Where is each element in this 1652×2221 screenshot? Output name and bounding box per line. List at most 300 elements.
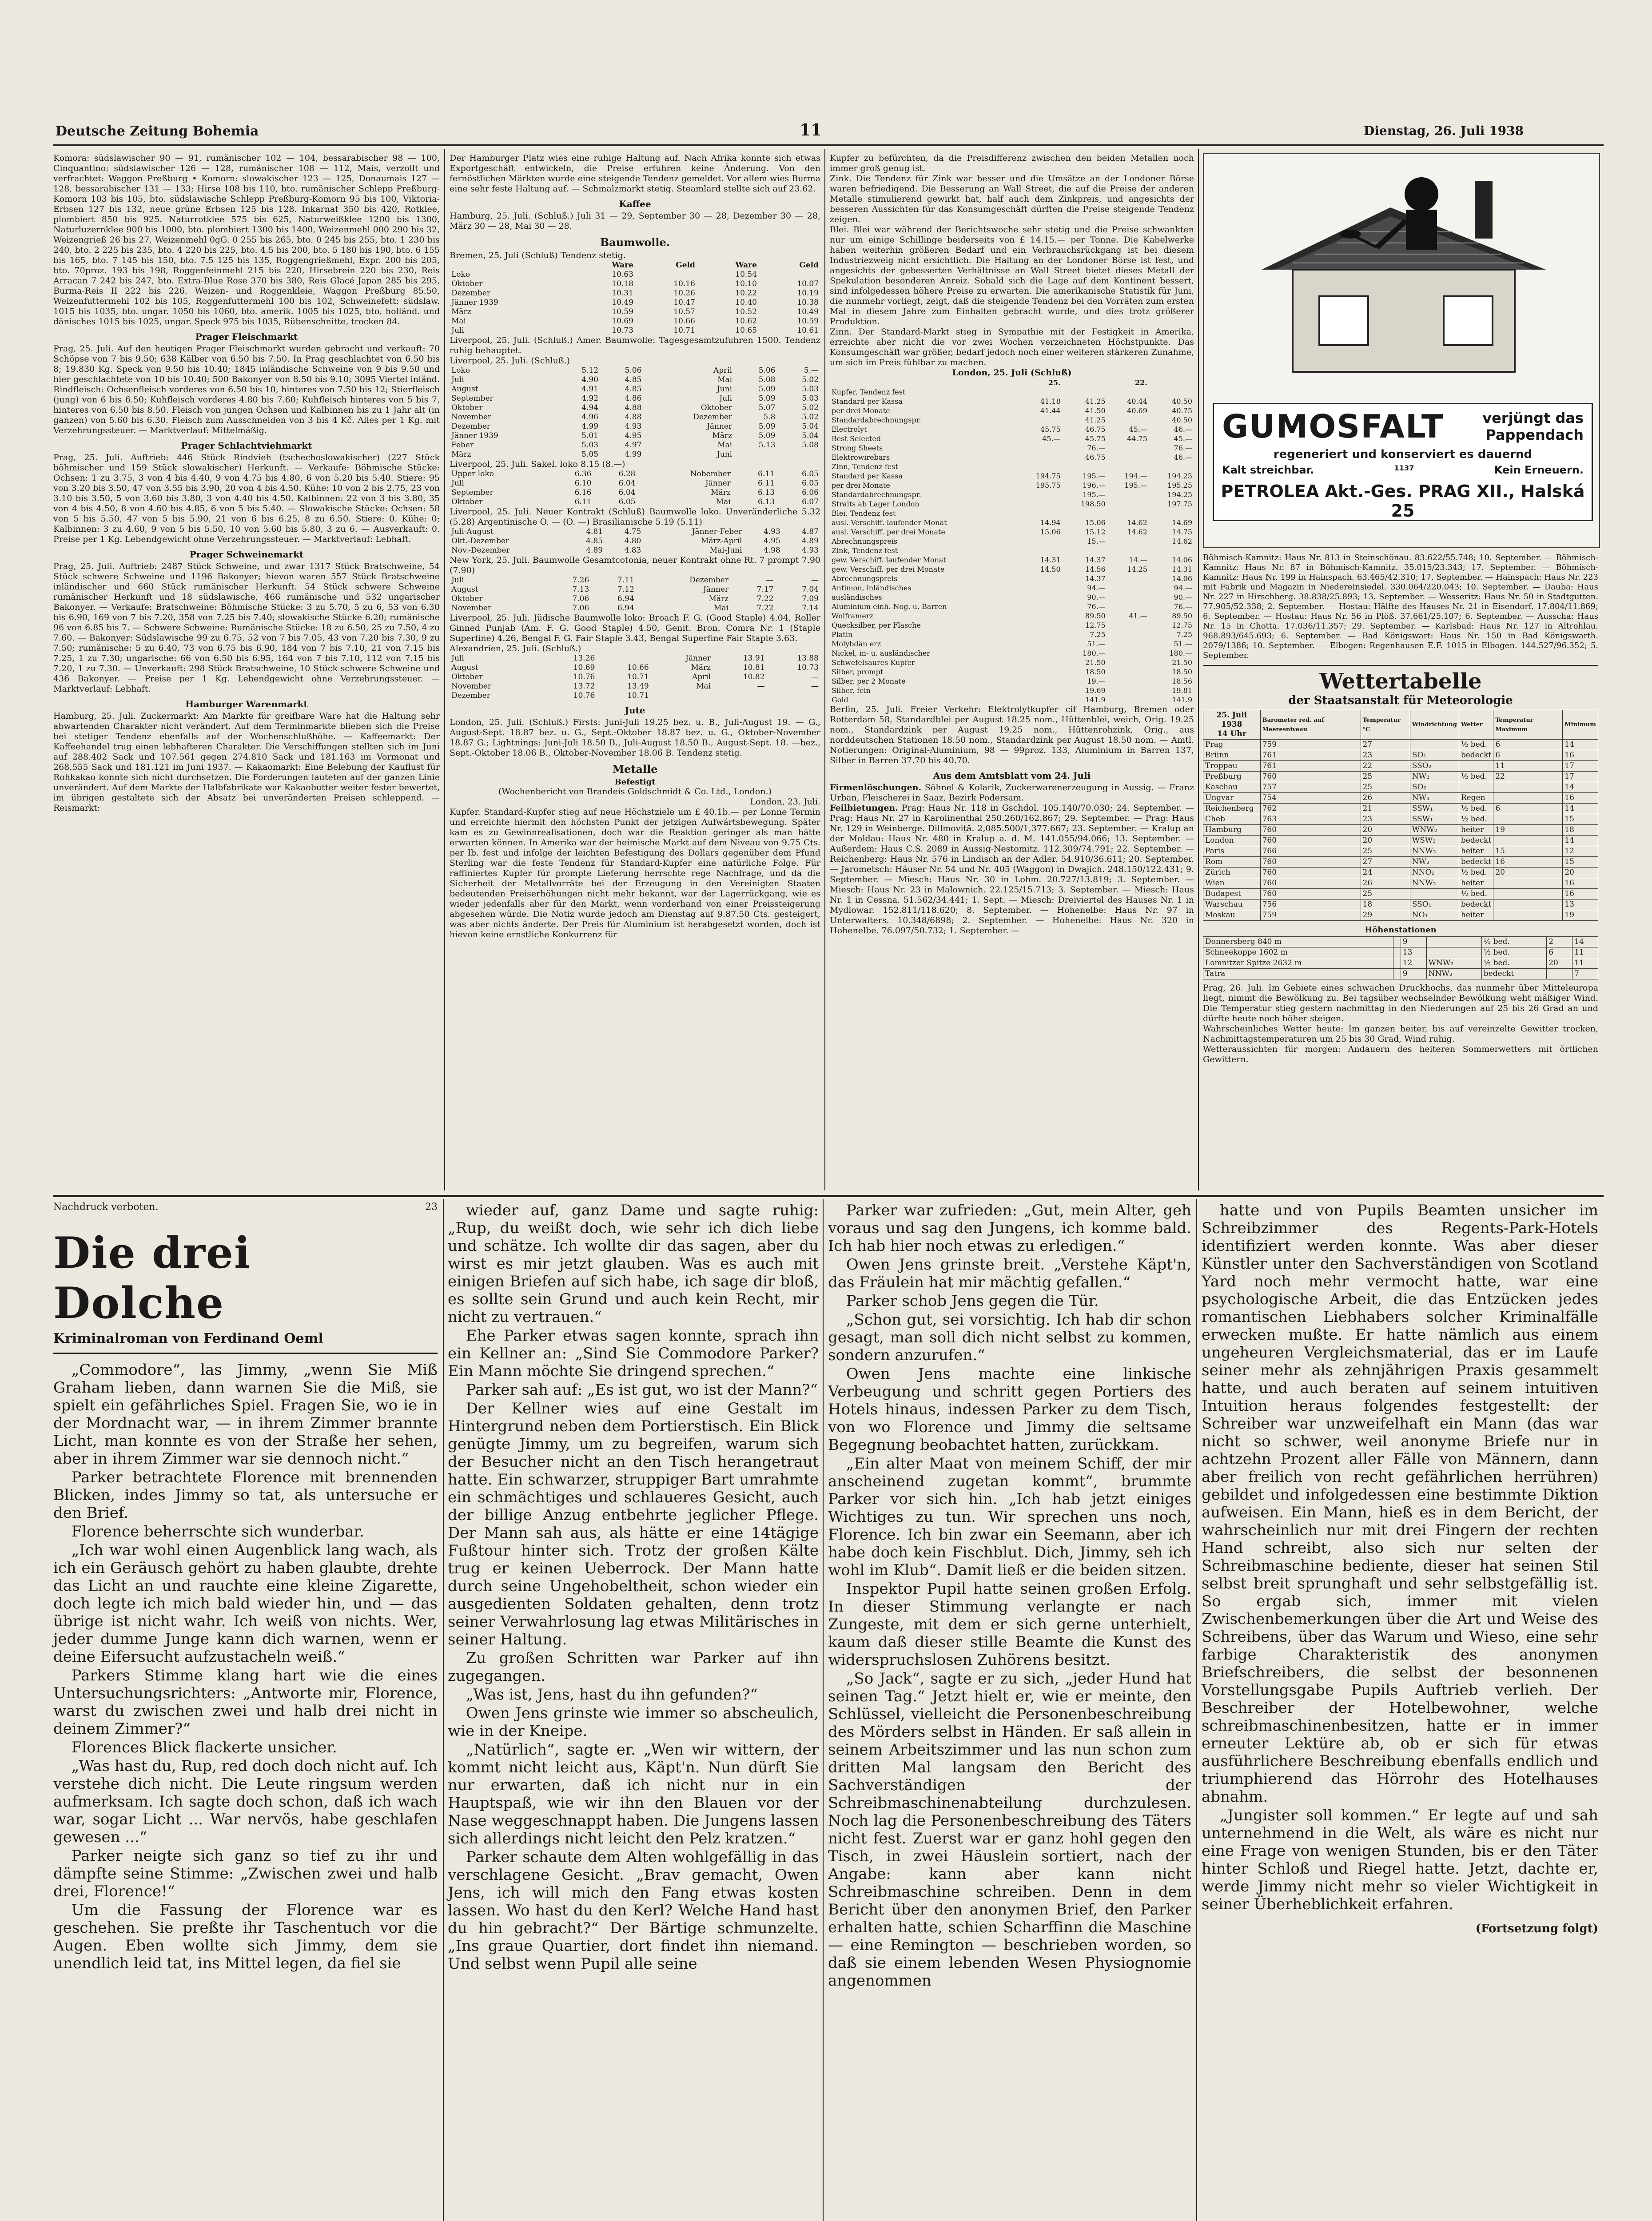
table-cell: 760	[1260, 857, 1361, 868]
table-cell	[1107, 658, 1149, 667]
column-divider	[1196, 1199, 1197, 2221]
table-cell: 12.75	[1172, 621, 1192, 629]
table-cell: Mai	[717, 375, 732, 384]
table-cell: Okt.-Dezember	[451, 537, 510, 545]
table-cell: 5.02	[802, 375, 819, 384]
table-cell	[1018, 443, 1063, 453]
table-cell: 13.49	[627, 682, 649, 691]
table-cell: 10.65	[735, 326, 757, 335]
table-cell: 22	[1361, 761, 1410, 772]
table-cell	[1107, 546, 1149, 555]
metal-row	[830, 462, 1194, 471]
table-cell: SSO₂	[1410, 761, 1459, 772]
table-cell: Juli-August	[451, 527, 494, 536]
metal-row	[830, 686, 1194, 695]
table-cell: Gold	[832, 696, 848, 704]
table-cell: 6.13	[758, 488, 775, 497]
liverpool-text: Liverpool, 25. Juli. (Schluß.) Amer. Baumwolle: Tagesgesamtzufuhren 1500. Tendenz ruhig behauptet.	[450, 335, 820, 355]
table-cell: 40.44	[1127, 397, 1147, 406]
table-cell	[1393, 958, 1401, 969]
table-cell: 5.8	[763, 413, 776, 422]
table-cell: SSO₁	[1410, 900, 1459, 910]
table-cell: 12	[1401, 958, 1426, 969]
table-cell: 6	[1493, 804, 1563, 814]
alexandria-cotton-table	[450, 654, 820, 701]
table-cell: Mai	[696, 682, 711, 691]
story-paragraph: Um die Fassung der Florence war es geschehen. Sie preßte ihr Taschentuch vor die Augen. Eben wollte sich Jimmy, dem sie unendlich leid tat, ins Mittel legen, da fiel sie	[53, 1901, 438, 1972]
market-row	[450, 537, 820, 546]
table-cell: 5.03	[802, 394, 819, 403]
table-cell	[1393, 969, 1401, 979]
table-cell: Lomnitzer Spitze 2632 m	[1203, 958, 1393, 969]
table-cell: Ware	[612, 261, 633, 270]
table-cell: Windrichtung	[1410, 710, 1459, 740]
table-cell: 141.9	[1085, 696, 1106, 704]
weather-row	[1203, 772, 1598, 782]
metal-row	[830, 443, 1194, 453]
table-cell: 762	[1260, 804, 1361, 814]
table-cell: 41.25	[1085, 397, 1106, 406]
table-cell: 14.06	[1172, 574, 1192, 583]
table-cell	[1107, 695, 1149, 705]
table-cell: Molybdän erz	[832, 640, 881, 648]
story-paragraph: „Ich war wohl einen Augenblick lang wach, als ich ein Geräusch gehört zu haben glaubte, drehte das Licht an und rauchte eine kleine Zigarette, doch legte ich mich bald wieder hin, und — das übrige ist nicht wahr. Ich weiß von nichts. Wer, jeder dumme Junge kann dich warnen, wenn er deine Eifersucht aufzustacheln weiß.“	[53, 1541, 438, 1666]
table-cell: Barometer red. auf Meeresniveau	[1260, 710, 1361, 740]
table-cell: Oktober	[451, 594, 483, 603]
table-cell: Reichenberg	[1203, 804, 1261, 814]
table-cell: Loko	[451, 366, 470, 375]
table-cell: 760	[1260, 825, 1361, 836]
metal-row	[830, 695, 1194, 705]
table-cell: Oktober	[451, 673, 483, 681]
story-paragraph: Florences Blick flackerte unsicher.	[71, 1739, 337, 1756]
weather-row	[1203, 846, 1598, 857]
table-cell: Upper loko	[451, 470, 494, 478]
table-cell: 14.31	[1172, 565, 1192, 573]
table-cell: 22.	[1135, 378, 1147, 387]
table-cell: Ware	[735, 261, 757, 270]
table-cell	[1493, 793, 1563, 804]
table-cell: 14.62	[1127, 528, 1147, 536]
table-cell	[1018, 509, 1063, 518]
table-cell	[1107, 593, 1149, 602]
table-cell: 754	[1260, 793, 1361, 804]
table-cell: 10.69	[612, 317, 633, 326]
table-cell	[1018, 658, 1063, 667]
table-cell: 10.69	[573, 663, 595, 672]
table-cell: ½ bed.	[1459, 804, 1493, 814]
table-cell: 4.94	[581, 403, 598, 412]
weather-row	[1203, 937, 1598, 947]
market-row	[450, 585, 820, 594]
table-cell: 16	[1563, 889, 1598, 900]
table-cell: Tatra	[1203, 969, 1393, 979]
table-cell: 45.75	[1040, 425, 1061, 434]
table-cell: Silber, per 2 Monate	[832, 677, 906, 685]
table-cell: 4.85	[625, 385, 642, 394]
weather-table	[1203, 710, 1598, 921]
table-cell: 4.98	[763, 546, 780, 555]
metals-subtitle: Befestigt	[614, 777, 656, 787]
table-cell: Oktober	[451, 279, 483, 288]
table-cell: 7.17	[756, 585, 774, 594]
table-cell: Temperatur Maximum	[1493, 710, 1563, 740]
liverpool-sakel-head: Liverpool, 25. Juli. Sakel. loko 8.15 (8.—)	[450, 459, 625, 469]
weather-row	[1203, 878, 1598, 889]
table-cell: 15.06	[1085, 518, 1106, 527]
ad-line-2c: Kein Erneuern.	[1494, 464, 1584, 476]
section-title: Baumwolle.	[600, 236, 670, 249]
table-cell	[1063, 462, 1107, 471]
table-cell: 46.75	[1085, 425, 1106, 434]
table-cell: 4.89	[586, 546, 603, 555]
roof-worker-illustration	[1204, 154, 1599, 403]
metal-row	[830, 453, 1194, 462]
table-cell: 40.69	[1127, 406, 1147, 415]
table-cell: 40.50	[1172, 416, 1192, 424]
table-cell: 94.—	[1174, 584, 1192, 592]
table-cell: 14	[1563, 836, 1598, 846]
table-cell: NNW₂	[1426, 969, 1481, 979]
table-cell	[1018, 583, 1063, 593]
weather-row	[1203, 857, 1598, 868]
table-cell	[777, 450, 820, 459]
table-cell: 4.97	[625, 441, 642, 450]
metal-row	[830, 434, 1194, 443]
table-cell	[1107, 453, 1149, 462]
table-cell: NNW₂	[1410, 846, 1459, 857]
table-cell: 4.93	[763, 527, 780, 536]
section-title: Höhenstationen	[1365, 925, 1437, 935]
table-cell: 12	[1563, 846, 1598, 857]
table-cell: 7.22	[756, 594, 774, 603]
section-text: Prag, 25. Juli. Auftrieb: 446 Stück Rindvieh (tschechoslowakischer) (227 Stück böhmischer und 159 Stück slowakischer) Herkunft. — Verkaufe: Böhmische Stücke: Ochsen: 1 zu 3.75, 3 von 4 bis 4.40, 9 von 4.75 bis 4.80, 6 von 5.20 bis 5.40. Stiere: 95 von 3.20 bis 3.50, 47 von 3.55 bis 3.90, 20 von 4 bis 4.50. Kühe: 10 von 2 bis 2.75, 23 von 3.10 bis 3.50, 5 von 3.60 bis 3.80, 3 von 4.40 bis 4.50. Kalbinnen: 22 von 3 bis 3.80, 35 von 4 bis 4.50, 8 von 4.60 bis 4.85, 6 von 5 bis 5.40. — Slowakische Stücke: Ochsen: 58 von 5 bis 5.50, 47 von 5 bis 5.90, 21 von 6 bis 6.25, 8 zu 6.50. Stiere: 0. Kühe: 0; Kalbinnen: 3 zu 4.60, 9 von 5 bis 5.50, 10 von 5.60 bis 5.80, 3 zu 6. — Ausverkauft: 0. Preise per 1 Kg. Lebendgewicht ohne Verzehrungssteuer. — Marktverlauf: Lebhaft.	[53, 453, 440, 544]
berlin-text: Berlin, 25. Juli. Freier Verkehr: Elektrolytkupfer cif Hamburg, Bremen oder Rotterdam 58, Standardblei per August 18.25 nom., Hüttenblei, weich, Orig. 19.25 nom., Standardzink per August 19.25 nom., Hüttenrohzink, Orig., aus norddeutschen Stationen 18.50 nom., Standardzink per August 18.50 nom. — Amtl. Notierungen: Original-Aluminium, 98 — 99proz. 133, Aluminium in Barren 137, Silber in Barren 37.70 bis 40.70.	[830, 705, 1194, 765]
story-paragraph: Ehe Parker etwas sagen konnte, sprach ihn ein Kellner an: „Sind Sie Commodore Parker? Ein Mann möchte Sie dringend sprechen.“	[448, 1327, 819, 1380]
table-cell	[1107, 509, 1149, 518]
story-paragraph: Owen Jens grinste wie immer so abscheulich, wie in der Kneipe.	[448, 1704, 819, 1740]
table-cell: November	[451, 682, 491, 691]
table-cell: 19	[1493, 825, 1563, 836]
table-cell: Juli	[451, 654, 464, 663]
table-cell: SO₁	[1410, 750, 1459, 761]
weather-row	[1203, 969, 1598, 979]
table-cell: —	[811, 576, 819, 585]
bremen-head: Bremen, 25. Juli (Schluß) Tendenz stetig.	[450, 251, 626, 260]
table-cell: Dezember	[693, 413, 732, 422]
story-subtitle: Kriminalroman von Ferdinand Oeml	[53, 1331, 438, 1354]
table-cell: 10.49	[797, 307, 819, 316]
table-cell: November	[451, 413, 491, 422]
metal-row	[830, 490, 1194, 499]
market-row	[450, 413, 820, 422]
table-cell: Abrechnungspreis	[832, 574, 898, 583]
table-cell: —	[757, 682, 765, 691]
story-paragraph: Owen Jens machte eine linkische Verbeugung und schritt gegen Portiers des Hotels hinaus, indessen Parker zu dem Tisch, von wo Florence und Jimmy die seltsame Begegnung beobachtet hatten, zurückkam.	[828, 1365, 1191, 1454]
table-cell: 14.62	[1127, 518, 1147, 527]
market-row	[450, 366, 820, 375]
ad-brand: GUMOSFALT	[1222, 408, 1444, 445]
alexandria-head: Alexandrien, 25. Juli. (Schluß.)	[450, 644, 581, 653]
table-cell: Oktober	[451, 498, 483, 506]
table-cell: 6.16	[574, 488, 592, 497]
table-cell: 7.26	[572, 576, 589, 585]
table-cell	[1107, 583, 1149, 593]
installment-number: 23	[425, 1202, 438, 1213]
zinc-text: Zink. Die Tendenz für Zink war besser und die Umsätze an der Londoner Börse waren befriedigend. Die Besserung an Wall Street, die auf die Preise der anderen Metalle stimulierend gewirkt hat, half auch dem Zinkpreis, und angesichts der besseren Aussichten für das Konsumgeschäft dürften die Preise steigende Tendenz zeigen.	[830, 174, 1194, 224]
table-cell: Wetter	[1459, 710, 1493, 740]
table-cell: 40.50	[1172, 397, 1192, 406]
table-cell: 4.88	[625, 413, 642, 422]
metal-row	[830, 621, 1194, 630]
london-metals-head: London, 25. Juli (Schluß)	[952, 368, 1072, 378]
liverpool-sakel-table	[450, 470, 820, 507]
table-cell: 6.04	[618, 488, 636, 497]
table-cell: 14	[1563, 740, 1598, 750]
section-title: Kaffee	[619, 199, 651, 209]
table-cell: 14	[1563, 804, 1598, 814]
table-cell: 20	[1563, 868, 1598, 878]
table-cell: 10.16	[673, 279, 695, 288]
table-cell: 15	[1493, 846, 1563, 857]
auction-notes: Böhmisch-Kamnitz: Haus Nr. 813 in Steinschönau. 83.622/55.748; 10. September. — Böhmisch-Kamnitz: Haus Nr. 87 in Böhmisch-Kamnitz. 35.015/23.343; 17. September. — Böhmisch-Kamnitz: Haus Nr. 199 in Hainspach. 63.465/42.310; 17. September. — Hainspach: Haus Nr. 223 mit Fabrik und Magazin in Niedereinsiedel. 330.064/220.043; 10. September. — Dauba: Haus Nr. 227 in Hirschberg. 38.838/25.893; 13. September. — Wesseritz: Haus Nr. 50 in Stadtgutten. 77.905/52.338; 2. September. — Hostau: Hälfte des Hauses Nr. 21 in Eisendorf. 17.804/11.869; 6. September. — Hostau: Haus Nr. 56 in Plöß. 37.661/25.107; 6. September. — Ausscha: Haus Nr. 15 in Chotta. 17.036/11.357; 29. September. — Karlsbad: Haus Nr. 127 in Altrohlau. 968.893/645.693; 6. September. — Bad Königswart: Haus Nr. 150 in Bad Königswarth. 2079/1386; 10. September. — Elbogen: Regenhausen E.F. 1015 in Elbogen. 144.527/96.352; 5. September.	[1203, 553, 1598, 660]
table-cell: 761	[1260, 750, 1361, 761]
table-cell	[1493, 814, 1563, 825]
table-cell: 46.—	[1174, 425, 1192, 434]
table-cell: 10.71	[673, 326, 695, 335]
table-cell: 23	[1361, 750, 1410, 761]
table-cell	[1493, 910, 1563, 921]
table-cell: 89.50	[1085, 612, 1106, 620]
table-cell: 5.05	[581, 450, 598, 459]
table-cell: 10.73	[797, 663, 819, 672]
market-row	[450, 594, 820, 604]
story-paragraph: Parker schob Jens gegen die Tür.	[846, 1292, 1099, 1310]
table-cell: 4.99	[625, 450, 642, 459]
story-paragraph: hatte und von Pupils Beamten unsicher im Schreibzimmer des Regents-Park-Hotels identifiziert werden konnte. Was aber dieser Künstler unter den Sachverständigen von Scotland Yard noch mehr vermocht hatte, war eine psychologische Arbeit, die das Entzücken jedes romantischen Liebhabers solcher Kriminalfälle erwecken mußte. Er hatte nämlich aus einem ungeheuren Vergleichsmaterial, das er im Laufe seiner mehr als zehnjährigen Praxis gesammelt hatte, und auch beraten auf seinem intuitiven Intuition heraus folgendes festgestellt: der Schreiber war unzweifelhaft ein Mann (das war nicht so schwer, weil anonyme Briefe nur in achtzehn Prozent aller Fälle von Männern, dann aber freilich von recht gefährlichen herrühren) gebildet und infolgedessen eine bestimmte Diktion aufweisen. Ein Mann, hieß es in dem Bericht, der wahrscheinlich nur mit drei Fingern der rechten Hand schreibt, also sich nur selten der Schreibmaschine bediente, dieser hat seinen Stil selbst breit sprunghaft und sehr selbstgefällig ist. So ergab sich, immer mit vielen Zwischenbemerkungen über die Art und Weise des Schreibens, über das Warum und Wieso, eine sehr farbige Charakteristik des anonymen Briefschreibers, die selbst der besonnenen Vorstellungsgabe Pupils Auftrieb verlieh. Der Beschreiber der Hotelbewohner, welche schreibmaschinenbesitzen, hatte er in immer erneuter Lektüre ab, ob er sich für etwas ausführlichere Beschreibung ebenfalls endlich und triumphierend das Hörrohr des Hotelhauses abnahm.	[1202, 1202, 1598, 1806]
table-cell: 18	[1361, 900, 1410, 910]
table-cell: ½ bed.	[1459, 814, 1493, 825]
table-cell: 4.95	[625, 431, 642, 440]
table-cell: Blei, Tendenz fest	[832, 509, 896, 517]
table-cell: 46.75	[1085, 453, 1106, 462]
table-cell	[1018, 387, 1063, 397]
story-title: Die drei Dolche	[53, 1228, 251, 1328]
table-cell: 195.75	[1035, 481, 1061, 490]
table-cell: 10.71	[627, 691, 649, 700]
table-cell: per drei Monate	[832, 481, 890, 490]
table-cell	[1203, 710, 1261, 740]
table-cell: Jänner	[685, 654, 711, 663]
market-row	[450, 394, 820, 403]
table-cell	[450, 261, 573, 270]
table-cell: 7.25	[1090, 630, 1106, 639]
table-cell: 7.06	[572, 594, 589, 603]
table-cell: Mai	[716, 498, 731, 506]
table-cell: 4.81	[586, 527, 603, 536]
table-cell	[713, 691, 766, 701]
table-cell: Juli	[451, 375, 464, 384]
table-cell: 10.38	[797, 298, 819, 307]
table-cell: 13	[1401, 947, 1426, 958]
table-cell	[1107, 621, 1149, 630]
table-cell: WNW₂	[1426, 958, 1481, 969]
table-cell: 5.04	[802, 431, 819, 440]
table-cell: —	[766, 576, 774, 585]
section-text: Prag, 25. Juli. Auftrieb: 2487 Stück Schweine, und zwar 1317 Stück Bratschweine, 54 Stück schwere Schweine und 1196 Bakonyer; hievon waren 557 Stück Bratschweine inländischer und 660 Stück rumänischer Herkunft. 54 Stück schwere Schweine rumänischer Herkunft und 18 südslawische, 466 rumänische und 532 ungarischer Bakonyer. — Verkaufe: Bratschweine: Böhmische Stücke: 3 zu 5.70, 5 zu 6, 53 von 6.30 bis 6.90, 169 von 7 bis 7.20, 358 von 7.25 bis 7.40; slowakische Stücke 6.20; rumänische 96 von 6.85 bis 7. — Schwere Schweine: Rumänische Stücke: 18 zu 6.50, 25 zu 7.50, 4 zu 7.60. — Bakonyer: Südslawische 99 zu 6.75, 52 von 7 bis 7.05, 43 von 7.20 bis 7.30, 9 zu 7.50; rumänische: 5 zu 6.40, 73 von 6.75 bis 6.90, 184 von 7 bis 7.10, 21 von 7.15 bis 7.25, 1 zu 7.30; ungarische: 66 von 6.50 bis 6.95, 164 von 7 bis 7.10, 112 von 7.15 bis 7.20, 1 zu 7.30. — Unverkauft: 298 Stück Bratschweine, 10 Stück schwere Schweine und 436 Bakonyer. — Preise per 1 Kg. Lebendgewicht ohne Verzehrungssteuer. — Marktverlauf: Lebhaft.	[53, 561, 440, 694]
table-cell: Silber, prompt	[832, 668, 884, 676]
table-cell: 19.69	[1085, 686, 1106, 695]
table-cell: 17	[1563, 761, 1598, 772]
table-cell	[1426, 947, 1481, 958]
column-divider	[443, 1199, 444, 2221]
table-cell: Wolframerz	[832, 612, 873, 620]
table-cell: 6.07	[802, 498, 819, 506]
ad-text-box	[1213, 403, 1593, 521]
table-cell: 6.13	[758, 498, 775, 506]
table-cell: August	[451, 585, 478, 594]
table-cell: 94.—	[1087, 584, 1106, 592]
table-cell: bedeckt	[1459, 857, 1493, 868]
table-cell: Aluminium einh. Nog. u. Barren	[832, 602, 947, 611]
table-cell: 14	[1563, 782, 1598, 793]
story-paragraph: Parker sah auf: „Es ist gut, wo ist der Mann?“	[466, 1381, 818, 1399]
table-cell	[1063, 509, 1107, 518]
to-be-continued: (Fortsetzung folgt)	[1475, 1922, 1598, 1935]
table-cell: 7.06	[572, 604, 589, 613]
table-cell: 90.—	[1174, 593, 1192, 601]
table-cell: 2	[1547, 937, 1572, 947]
table-cell: 29	[1361, 910, 1410, 921]
liverpool-contract-table	[450, 527, 820, 555]
table-cell	[1149, 387, 1194, 397]
table-cell: Paris	[1203, 846, 1261, 857]
market-row	[450, 298, 820, 307]
rice-market-text: Der Hamburger Platz wies eine ruhige Haltung auf. Nach Afrika konnte sich etwas Exportgeschäft entwickeln, die Preise erfuhren keine Änderung. Von den fernöstlichen Märkten wurde eine steigende Tendenz gemeldet. Vor allem wies Burma eine sehr feste Haltung auf. — Schmalzmarkt stetig. Steamlard stellte sich auf 23.62.	[450, 153, 820, 194]
header-rule	[53, 144, 1604, 146]
table-cell: 45.—	[1129, 425, 1147, 434]
table-cell: September	[451, 488, 494, 497]
table-cell: 760	[1260, 889, 1361, 900]
table-cell: 759	[1260, 910, 1361, 921]
market-column-3	[830, 153, 1194, 936]
lead-text: Blei. Blei war während der Berichtswoche sehr stetig und die Preise schwankten nur um einige Schillinge beiderseits von £ 14.15.— per Tonne. Die Kabelwerke haben weiterhin größeren Bedarf und ein Verbrauchsrückgang ist bei diesem Industriezweig nicht ersichtlich. Die Haltung an der Londoner Börse ist fest, und angesichts der gebesserten Verhältnisse an Wall Street bietet dieses Metall der Spekulation besonderen Anreiz. Sobald sich die Lage auf dem Kontinent bessert, sind infolgedessen höhere Preise zu erwarten. Die amerikanische Statistik für Juni, die nunmehr vorliegt, zeigt, daß die steigende Tendenz bei den Vorräten zum ersten Mal in diesem Jahre zum Einhalten gebracht wurde, und dies trotz größerer Produktion.	[830, 225, 1194, 326]
market-row	[450, 450, 820, 459]
table-cell: 6.05	[802, 479, 819, 488]
table-cell: 4.86	[625, 394, 642, 403]
table-cell: Dezember	[451, 422, 490, 431]
table-cell: 16	[1563, 793, 1598, 804]
metal-row	[830, 602, 1194, 611]
table-cell: 7	[1572, 969, 1598, 979]
table-cell: 11	[1572, 958, 1598, 969]
table-cell: 194.25	[1167, 490, 1192, 499]
weather-title: Wettertabelle	[1319, 669, 1482, 694]
metal-row	[830, 630, 1194, 639]
table-cell: 13.72	[573, 682, 595, 691]
probable-weather: Wahrscheinliches Wetter heute: Im ganzen heiter, bis auf vereinzelte Gewitter trocken, Nachmittagstemperaturen um 25 bis 30 Grad, Wind ruhig.	[1203, 1024, 1598, 1044]
table-cell: Brünn	[1203, 750, 1261, 761]
story-paragraph: Parker schaute dem Alten wohlgefällig in das verschlagene Gesicht. „Brav gemacht, Owen Jens, ich will mich den Fang etwas kosten lassen. Wo hast du den Kerl? Welche Hand hast du hin gebracht?“ Der Bärtige schmunzelte. „Ins graue Quartier, dort findet ihn niemand. Und selbst wenn Pupil alle seine	[448, 1848, 819, 1973]
table-cell: November	[451, 604, 491, 613]
table-cell: 14.94	[1040, 518, 1061, 527]
table-cell: 10.76	[573, 691, 595, 700]
story-column-2	[448, 1202, 819, 1974]
table-cell: Cheb	[1203, 814, 1261, 825]
table-cell: 5.09	[758, 422, 776, 431]
table-cell: 10.59	[612, 307, 633, 316]
table-cell: Dezember	[451, 691, 490, 700]
table-cell: Standard per Kassa	[832, 397, 903, 406]
liverpool-head: Liverpool, 25. Juli. (Schluß.)	[450, 356, 570, 366]
market-row	[450, 326, 820, 335]
table-cell: 14.31	[1040, 556, 1061, 564]
story-paragraph: „Commodore“, las Jimmy, „wenn Sie Miß Graham lieben, dann warnen Sie die Miß, sie spielt ein gefährliches Spiel. Fragen Sie, wo ie in der Mordnacht war, — in ihrem Zimmer brannte Licht, man konnte es von der Straße her sehen, aber in ihrem Zimmer war sie dennoch nicht.“	[53, 1361, 438, 1468]
metal-row	[830, 415, 1194, 425]
table-cell	[1018, 602, 1063, 611]
table-cell: 17	[1563, 772, 1598, 782]
table-cell: 5.01	[581, 431, 598, 440]
ad-tagline-2: Pappendach	[1485, 426, 1584, 443]
table-cell: 76.—	[1087, 444, 1106, 452]
metal-row	[830, 397, 1194, 406]
table-cell: 7.12	[617, 585, 634, 594]
table-cell: 6.94	[617, 604, 634, 613]
table-cell: April	[692, 673, 711, 681]
market-row	[450, 289, 820, 298]
table-cell: per drei Monate	[832, 406, 890, 415]
metal-row	[830, 527, 1194, 537]
table-cell: ausländisches	[832, 593, 882, 601]
table-cell	[1063, 378, 1107, 387]
weather-row	[1203, 750, 1598, 761]
table-cell: 25	[1361, 846, 1410, 857]
table-cell: 45.—	[1042, 434, 1061, 443]
firm-title: Firmenlöschungen.	[830, 783, 922, 792]
table-cell: 4.95	[763, 537, 780, 545]
table-cell: Juli	[451, 326, 464, 335]
metals-text: Kupfer. Standard-Kupfer stieg auf neue Höchstziele um £ 40.1b.— per Lonne Termin und erreichte hiermit den höchsten Punkt der jetzigen Aufwärtsbewegung. Später kam es zu Gewinnrealisationen, doch war die Reaktion geringer als man hätte erwarten können. In Amerika war der heimische Markt auf dem Niveau von 9.75 Cts. per lb. fest und infolge der leichten Befestigung des Dollars gegenüber dem Pfund Sterling war die feste Tendenz für Standard-Kupfer eine natürliche Folge. Für raffiniertes Kupfer für prompte Lieferung herrschte rege Nachfrage, und da die Sicherheit der Metallvorräte bei der Erzeugung in den Vereinigten Staaten bedeutenden Preiserhöhungen nicht mehr bekannt, war der Lagerrückgang, wie es wieder jedenfalls aber für den Markt, wenn vorderhand von einer Preissteigerung abgesehen würde. Die Notiz wurde jedoch am Dienstag auf 9.87.50 Cts. gesteigert, was aber nichts änderte. Der Preis für Aluminium ist herabgesetzt worden, doch ist hievon keine ernstliche Konkurrenz für	[450, 807, 820, 939]
market-row	[450, 470, 820, 479]
table-cell	[1107, 490, 1149, 499]
table-cell: heiter	[1459, 825, 1493, 836]
weather-row	[1203, 804, 1598, 814]
coffee-text: Hamburg, 25. Juli. (Schluß.) Juli 31 — 29, September 30 — 28, Dezember 30 — 28, März 30 — 28, Mai 30 — 28.	[450, 211, 820, 231]
table-cell: 180.—	[1083, 649, 1106, 657]
table-cell: 41.44	[1040, 406, 1061, 415]
market-column-1	[53, 153, 440, 813]
table-cell	[635, 270, 697, 279]
table-cell: ½ bed.	[1459, 740, 1493, 750]
table-cell: WNW₂	[1410, 825, 1459, 836]
table-cell: 10.31	[612, 289, 633, 298]
table-cell	[1107, 630, 1149, 639]
table-cell: 14.62	[1172, 537, 1192, 545]
table-cell	[1393, 947, 1401, 958]
table-cell: Quecksilber, per Flasche	[832, 621, 921, 629]
table-cell: 24	[1361, 868, 1410, 878]
table-cell: Feber	[451, 441, 474, 450]
table-cell: 25	[1361, 782, 1410, 793]
table-cell: gew. Verschiff. laufender Monat	[832, 556, 946, 564]
table-cell	[1107, 387, 1149, 397]
table-cell: 5.08	[802, 441, 819, 450]
market-row	[450, 403, 820, 413]
table-cell	[1018, 415, 1063, 425]
table-cell: Nov.-Dezember	[451, 546, 510, 555]
table-cell: Dezember	[689, 576, 728, 585]
table-cell	[1107, 462, 1149, 471]
